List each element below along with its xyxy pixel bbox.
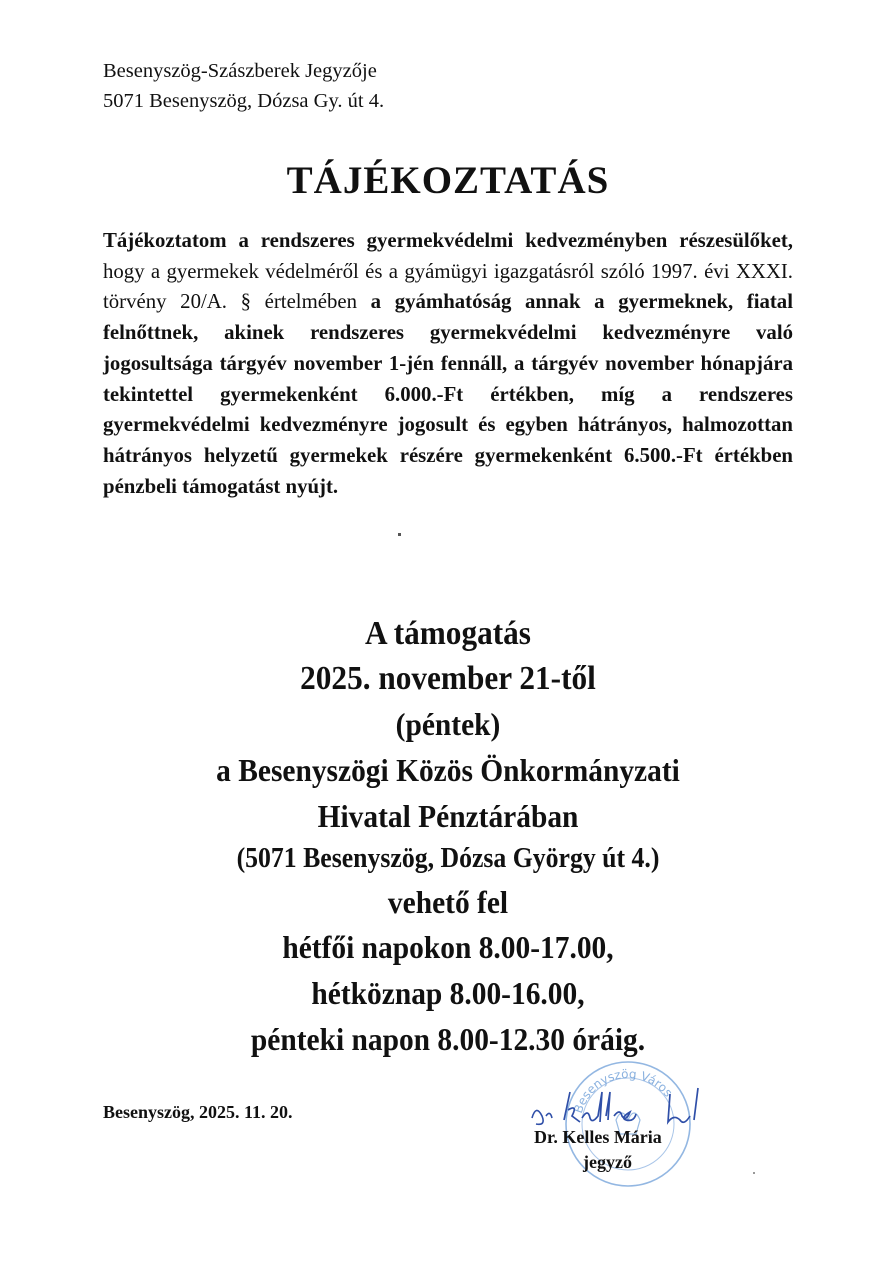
- announcement-block: [0, 612, 896, 1062]
- place-date: Besenyszög, 2025. 11. 20.: [103, 1102, 293, 1122]
- signer-title: jegyző: [583, 1152, 632, 1172]
- sender-name: Besenyszög-Szászberek Jegyzője: [103, 60, 377, 82]
- announcement-weekday: (péntek): [395, 706, 501, 742]
- hours-friday: pénteki napon 8.00-12.30 óráig.: [250, 1021, 646, 1057]
- scan-speck: [398, 533, 401, 536]
- body-regular-text: hogy a gyermekek védelméről és a gyámügyi igazgatásról szóló 1997. évi XXXI. törvény 20/A. § értelmében: [103, 259, 793, 314]
- hours-weekday: hétköznap 8.00-16.00,: [311, 975, 585, 1011]
- announcement-collect: vehető fel: [387, 884, 509, 920]
- body-bold-intro: Tájékoztatom a rendszeres gyermekvédelmi kedvezményben részesülőket,: [103, 229, 793, 252]
- hours-monday: hétfői napokon 8.00-17.00,: [282, 929, 614, 965]
- announcement-address: (5071 Besenyszög, Dózsa György út 4.): [236, 843, 660, 874]
- body-bold-main: a gyámhatóság annak a gyermeknek, fiatal felnőttnek, akinek rendszeres gyermekvédelmi kedvezményre való jogosultsága tárgyév november 1-jén fennáll, a tárgyév november hónapjára tekintettel gyermekenként 6.000.-Ft értékben, míg a rendszeres gyermekvédelmi kedvezményre jogosult és egyben hátrányos, halmozottan hátrányos helyzetű gyermekek részére gyermekenként 6.500.-Ft értékben pénzbeli támogatást nyújt.: [103, 290, 793, 498]
- svg-text:Besenyszög Város: Besenyszög Város: [570, 1066, 676, 1116]
- body-paragraph: [103, 226, 793, 502]
- announcement-office: a Besenyszögi Közös Önkormányzati: [216, 752, 680, 788]
- sender-block: [103, 56, 384, 116]
- scan-speck: [753, 1172, 755, 1174]
- sender-address: 5071 Besenyszög, Dózsa Gy. út 4.: [103, 90, 385, 112]
- announcement-line: A támogatás: [365, 615, 531, 652]
- document-title: TÁJÉKOZTATÁS: [286, 159, 610, 202]
- signer-name: Dr. Kelles Mária: [534, 1127, 662, 1147]
- announcement-cashdesk: Hivatal Pénztárában: [317, 798, 579, 834]
- announcement-date: 2025. november 21-től: [300, 660, 596, 697]
